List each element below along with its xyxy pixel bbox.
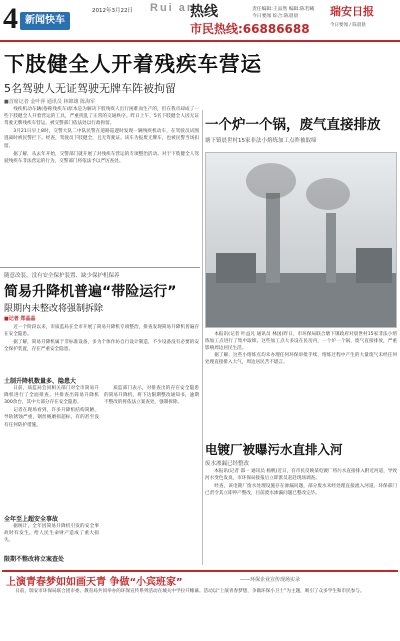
news-photo <box>205 152 397 328</box>
story2-section1-paragraph: 日前，质监局会同相关部门对全市简易升降机进行了全面排查。共排查出简易升降机300余台，其中大部分存在安全隐患。 <box>4 386 99 406</box>
lead-body <box>4 106 199 266</box>
story4-paragraph: 经查，该电镀厂废水处理设施存在渗漏问题，部分废水未经处理直接流入河道。环保部门已责令其立即停产整改，目前废水渗漏问题已整改完毕。 <box>205 484 397 497</box>
lead-subhead: 5名驾驶人无证驾驶无牌车阵被拘留 <box>4 82 176 95</box>
ruian-label: Rui an <box>150 2 196 14</box>
story2-section3-title: 限期不整改将立案查处 <box>4 556 65 563</box>
bottom-headline: 上演青春梦如如画天青 争做“小宾班家” <box>6 577 183 588</box>
story2-section3-paragraph: 质监部门表示，对排查出的存在安全隐患的简易升降机，将下达限期整改通知书，逾期不整改的将依法立案查处，强制拆除。 <box>104 386 199 406</box>
story3-paragraph: 据了解，这些小熔炼点均未办理任何环保审批手续，熔炼过程中产生的大量废气未经任何处理直接排入大气，周边居民苦不堪言。 <box>205 353 397 366</box>
photo-chimney <box>326 213 336 283</box>
editor-credit-line: 责任编辑:王品然 编辑:陈若曦 <box>252 7 315 12</box>
masthead-ad: 今日要闻 / 陈晨晨 <box>330 23 366 28</box>
story2-paragraph: 据了解，简易升降机属于非标准设备，多为个体作坊自行设计制造，不少设备没有必要的安全保护装置，存在严重安全隐患。 <box>4 340 199 353</box>
bottom-subtitle: ——环保企业宣传现场实录 <box>240 577 301 583</box>
story3-headline: 一个炉一个锅，废气直接排放 <box>205 117 381 133</box>
column-divider <box>202 110 203 565</box>
masthead-divider <box>0 40 400 42</box>
photo-shed <box>216 253 256 283</box>
editor-credit-line-2: 今日要闻 综合:陈晨晨 <box>252 14 299 20</box>
story4-body <box>205 468 397 566</box>
lead-paragraph: 残疾机动车辆(俗称残疾车)原本是为解决下肢残疾人出行困难而生产的，但在我市却成了一些下肢健全人开着营运的工具，严重扰乱了正常的交通秩序。昨日上午，5名下肢健全人因无证驾驶无牌残疾车营运，被交警部门依法处以行政拘留。 <box>4 107 199 127</box>
story3-body <box>205 331 397 367</box>
hotline-number: 市民热线:66886688 <box>190 22 310 36</box>
bottom-body <box>6 588 396 638</box>
issue-date: 2012年3月22日 <box>92 8 133 14</box>
story2-section1-title: 土制升降机数量多、隐患大 <box>4 378 77 385</box>
lead-byline: ■首席记者 金叶萍 通讯员 林锦雄 陈海军 <box>4 99 96 105</box>
story3-subhead: 塘下镇晨世村15家非法小熔炼加工点昨被取缔 <box>205 138 317 144</box>
photo-chimney <box>266 193 280 283</box>
photo-smoke <box>246 163 296 199</box>
lead-headline: 下肢健全人开着残疾车营运 <box>4 52 262 76</box>
story2-section2-paragraph: 据统计，全年因简易升降机引发的安全事故时有发生，给人民生命财产造成了重大损失。 <box>4 524 99 544</box>
story2-section2-title: 全年至上超安全事故 <box>4 516 59 523</box>
story3-paragraph: 本报讯(记者 叶益凡 通讯员 林国)昨日，市环保局联合塘下镇政府对晨世村15家非法小熔炼加工点进行了集中取缔。这些加工点大多设在民房内，一个炉一个锅，废气直接排放，严重影响周边居民生活。 <box>205 332 397 352</box>
masthead <box>0 0 400 40</box>
paper-name: 瑞安日报 <box>330 5 374 18</box>
story2-paragraph: 近一个阶段以来，市质监局在全市开展了简易升降机专项整治，排查发现简易升降机普遍存在安全隐患。 <box>4 325 199 338</box>
story2-section2-body <box>4 523 99 553</box>
story2-subhead: 限期内未整改将强制拆除 <box>4 304 104 314</box>
lead-paragraph: 据了解，从去年开始，交警部门就开展了对残疾车营运的专项整治活动。对于下肢健全人驾驶残疾车非法营运的行为，交警部门将依法予以严厉查处。 <box>4 151 199 164</box>
story4-subhead: 废水渗漏已经整改 <box>205 461 250 467</box>
story2-section1-body <box>4 385 99 513</box>
photo-shed <box>356 248 392 283</box>
photo-smoke <box>306 178 350 210</box>
bottom-paragraph: 日前，瑞安市环保局联合团市委、教育局共同举办的环保宣传系列活动在城关中学拉开帷幕。活动以“上演青春梦想，争做环保小卫士”为主题，吸引了众多学生和市民参与。 <box>15 589 365 594</box>
story2-pre-headline: 随意改装、没有安全保护装置、缺少保护机保养 <box>4 273 120 279</box>
story2-body <box>4 324 199 372</box>
story4-headline: 电镀厂被曝污水直排入河 <box>205 442 343 457</box>
story2-byline: ■记者 郑晶晶 <box>4 316 36 322</box>
story2-section3-body <box>104 385 199 565</box>
hotline-label: 热线 <box>190 4 218 20</box>
lead-paragraph: 3月21日早上8时，交警大队二中队民警在道路巡逻时发现一辆残疾机动车，在驾驶员试图逃离时被民警拦下。经查，驾驶员下肢健全，且无驾驶证。该车为报废无牌车，也被民警当场扣留。 <box>4 129 199 149</box>
section-divider <box>0 267 200 268</box>
section-label: 新闻快车 <box>20 12 70 30</box>
story4-paragraph: 本报讯(记者 邵一 通讯员 杨帆)近日，有市民反映某电镀厂将污水直接排入附近河道，导致河水变色发臭。市环保局接报后立即派员赶赴现场调查。 <box>205 469 397 482</box>
story2-section1-paragraph: 记者在现场看到，许多升降机结构简陋，导轨锈蚀严重，钢丝绳磨损超标，有的甚至没有任何防护措施。 <box>4 408 99 428</box>
story2-headline: 简易升降机普遍“带险运行” <box>4 284 177 300</box>
page-number: 4 <box>3 2 18 35</box>
editor-credits <box>252 6 314 20</box>
